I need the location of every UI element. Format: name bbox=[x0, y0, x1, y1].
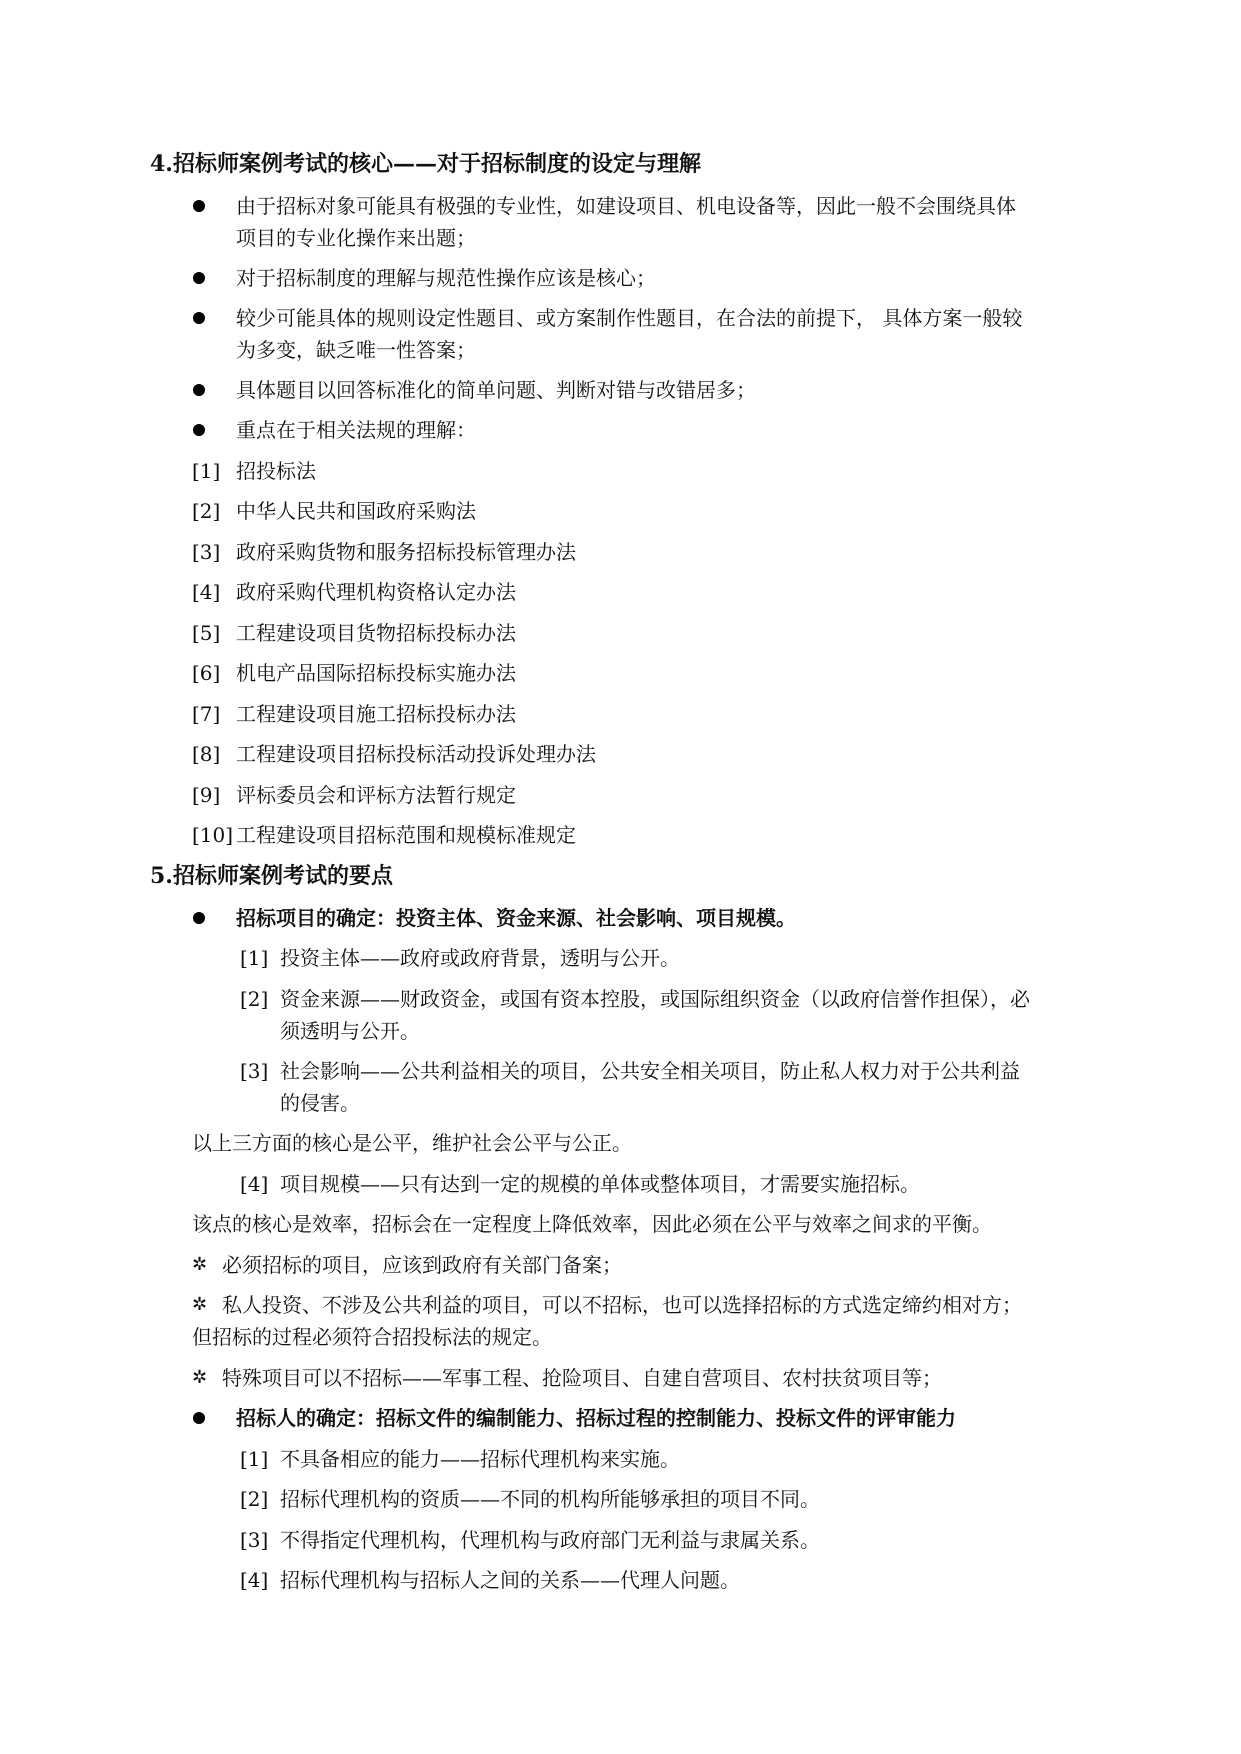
law-title: 工程建设项目货物招标投标办法 bbox=[236, 621, 516, 645]
sub-item bbox=[0, 1443, 1241, 1475]
summary-text: 该点的核心是效率，招标会在一定程度上降低效率，因此必须在公平与效率之间求的平衡。 bbox=[192, 1212, 992, 1236]
star-note bbox=[0, 1362, 1241, 1394]
law-item bbox=[0, 819, 1241, 851]
law-number: [2] bbox=[192, 499, 221, 523]
star-note-text: 必须招标的项目，应该到政府有关部门备案； bbox=[222, 1253, 622, 1277]
sub-item bbox=[0, 983, 1241, 1015]
law-number: [1] bbox=[192, 459, 221, 483]
law-item bbox=[0, 698, 1241, 730]
list-item bbox=[0, 414, 1241, 446]
law-number: [9] bbox=[192, 783, 221, 807]
sub-item-number: [3] bbox=[240, 1059, 269, 1083]
star-note-text: 特殊项目可以不招标——军事工程、抢险项目、自建自营项目、农村扶贫项目等； bbox=[222, 1366, 942, 1390]
law-title: 政府采购代理机构资格认定办法 bbox=[236, 580, 516, 604]
law-item bbox=[0, 495, 1241, 527]
star-note bbox=[0, 1249, 1241, 1281]
law-title: 工程建设项目招标范围和规模标准规定 bbox=[236, 823, 576, 847]
summary-text: 以上三方面的核心是公平，维护社会公平与公正。 bbox=[192, 1131, 632, 1155]
sub-item-text: 须透明与公开。 bbox=[280, 1019, 420, 1043]
sub-item bbox=[0, 1168, 1241, 1200]
star-note-text: 私人投资、不涉及公共利益的项目，可以不招标，也可以选择招标的方式选定缔约相对方； bbox=[222, 1293, 1022, 1317]
asterisk-icon: ✲ bbox=[192, 1254, 208, 1275]
star-note-continuation bbox=[0, 1321, 1241, 1353]
sub-item-text: 招标代理机构的资质——不同的机构所能够承担的项目不同。 bbox=[280, 1487, 820, 1511]
list-item-text: 对于招标制度的理解与规范性操作应该是核心； bbox=[236, 266, 656, 290]
list-item-text: 具体题目以回答标准化的简单问题、判断对错与改错居多； bbox=[236, 378, 756, 402]
list-item-continuation bbox=[0, 334, 1241, 366]
law-item bbox=[0, 657, 1241, 689]
list-item bbox=[0, 190, 1241, 222]
law-title: 招投标法 bbox=[236, 459, 316, 483]
law-title: 机电产品国际招标投标实施办法 bbox=[236, 661, 516, 685]
sub-item bbox=[0, 1055, 1241, 1087]
sub-item-continuation bbox=[0, 1087, 1241, 1119]
bullet-dot-icon bbox=[193, 912, 205, 924]
law-item bbox=[0, 455, 1241, 487]
bullet-dot-icon bbox=[193, 424, 205, 436]
law-item bbox=[0, 576, 1241, 608]
list-item-text: 招标项目的确定：投资主体、资金来源、社会影响、项目规模。 bbox=[236, 906, 796, 930]
section-5-heading bbox=[0, 860, 1241, 892]
law-number: [3] bbox=[192, 540, 221, 564]
list-item-text: 招标人的确定：招标文件的编制能力、招标过程的控制能力、投标文件的评审能力 bbox=[236, 1406, 956, 1430]
bullet-dot-icon bbox=[193, 384, 205, 396]
list-item bbox=[0, 1402, 1241, 1434]
section-4-heading bbox=[0, 148, 1241, 180]
summary-paragraph bbox=[0, 1127, 1241, 1159]
list-item-text: 较少可能具体的规则设定性题目、或方案制作性题目，在合法的前提下， 具体方案一般较 bbox=[236, 306, 1023, 330]
sub-item-text: 不具备相应的能力——招标代理机构来实施。 bbox=[280, 1447, 680, 1471]
asterisk-icon: ✲ bbox=[192, 1367, 208, 1388]
sub-item-number: [1] bbox=[240, 1447, 269, 1471]
sub-item-continuation bbox=[0, 1015, 1241, 1047]
law-number: [8] bbox=[192, 742, 221, 766]
law-title: 评标委员会和评标方法暂行规定 bbox=[236, 783, 516, 807]
summary-paragraph bbox=[0, 1208, 1241, 1240]
law-item bbox=[0, 779, 1241, 811]
list-item-text: 重点在于相关法规的理解： bbox=[236, 418, 476, 442]
list-item-text: 为多变，缺乏唯一性答案； bbox=[236, 338, 476, 362]
law-number: [5] bbox=[192, 621, 221, 645]
sub-item bbox=[0, 942, 1241, 974]
section-5-title: 5.招标师案例考试的要点 bbox=[150, 863, 393, 889]
law-number: [4] bbox=[192, 580, 221, 604]
sub-item bbox=[0, 1483, 1241, 1515]
list-item bbox=[0, 374, 1241, 406]
law-title: 工程建设项目施工招标投标办法 bbox=[236, 702, 516, 726]
section-4-title: 4.招标师案例考试的核心——对于招标制度的设定与理解 bbox=[150, 151, 701, 177]
list-item-text: 项目的专业化操作来出题； bbox=[236, 226, 476, 250]
list-item bbox=[0, 262, 1241, 294]
law-title: 政府采购货物和服务招标投标管理办法 bbox=[236, 540, 576, 564]
sub-item-text: 资金来源——财政资金，或国有资本控股，或国际组织资金（以政府信誉作担保），必 bbox=[280, 987, 1030, 1011]
bullet-dot-icon bbox=[193, 1412, 205, 1424]
list-item bbox=[0, 302, 1241, 334]
sub-item-text: 社会影响——公共利益相关的项目，公共安全相关项目，防止私人权力对于公共利益 bbox=[280, 1059, 1020, 1083]
law-item bbox=[0, 738, 1241, 770]
law-number: [10] bbox=[192, 823, 234, 847]
sub-item-number: [3] bbox=[240, 1528, 269, 1552]
star-note bbox=[0, 1289, 1241, 1321]
law-title: 中华人民共和国政府采购法 bbox=[236, 499, 476, 523]
law-item bbox=[0, 536, 1241, 568]
bullet-dot-icon bbox=[193, 272, 205, 284]
sub-item-number: [2] bbox=[240, 987, 269, 1011]
asterisk-icon: ✲ bbox=[192, 1294, 208, 1315]
law-number: [6] bbox=[192, 661, 221, 685]
sub-item-number: [4] bbox=[240, 1172, 269, 1196]
law-number: [7] bbox=[192, 702, 221, 726]
sub-item-text: 不得指定代理机构，代理机构与政府部门无利益与隶属关系。 bbox=[280, 1528, 820, 1552]
bullet-dot-icon bbox=[193, 312, 205, 324]
sub-item-text: 项目规模——只有达到一定的规模的单体或整体项目，才需要实施招标。 bbox=[280, 1172, 920, 1196]
star-note-text: 但招标的过程必须符合招投标法的规定。 bbox=[192, 1325, 552, 1349]
law-title: 工程建设项目招标投标活动投诉处理办法 bbox=[236, 742, 596, 766]
list-item-continuation bbox=[0, 222, 1241, 254]
sub-item-text: 投资主体——政府或政府背景，透明与公开。 bbox=[280, 946, 680, 970]
sub-item bbox=[0, 1524, 1241, 1556]
sub-item-text: 的侵害。 bbox=[280, 1091, 360, 1115]
sub-item bbox=[0, 1564, 1241, 1596]
sub-item-number: [1] bbox=[240, 946, 269, 970]
list-item-text: 由于招标对象可能具有极强的专业性，如建设项目、机电设备等，因此一般不会围绕具体 bbox=[236, 194, 1016, 218]
list-item bbox=[0, 902, 1241, 934]
bullet-dot-icon bbox=[193, 200, 205, 212]
sub-item-number: [4] bbox=[240, 1568, 269, 1592]
sub-item-text: 招标代理机构与招标人之间的关系——代理人问题。 bbox=[280, 1568, 740, 1592]
law-item bbox=[0, 617, 1241, 649]
sub-item-number: [2] bbox=[240, 1487, 269, 1511]
